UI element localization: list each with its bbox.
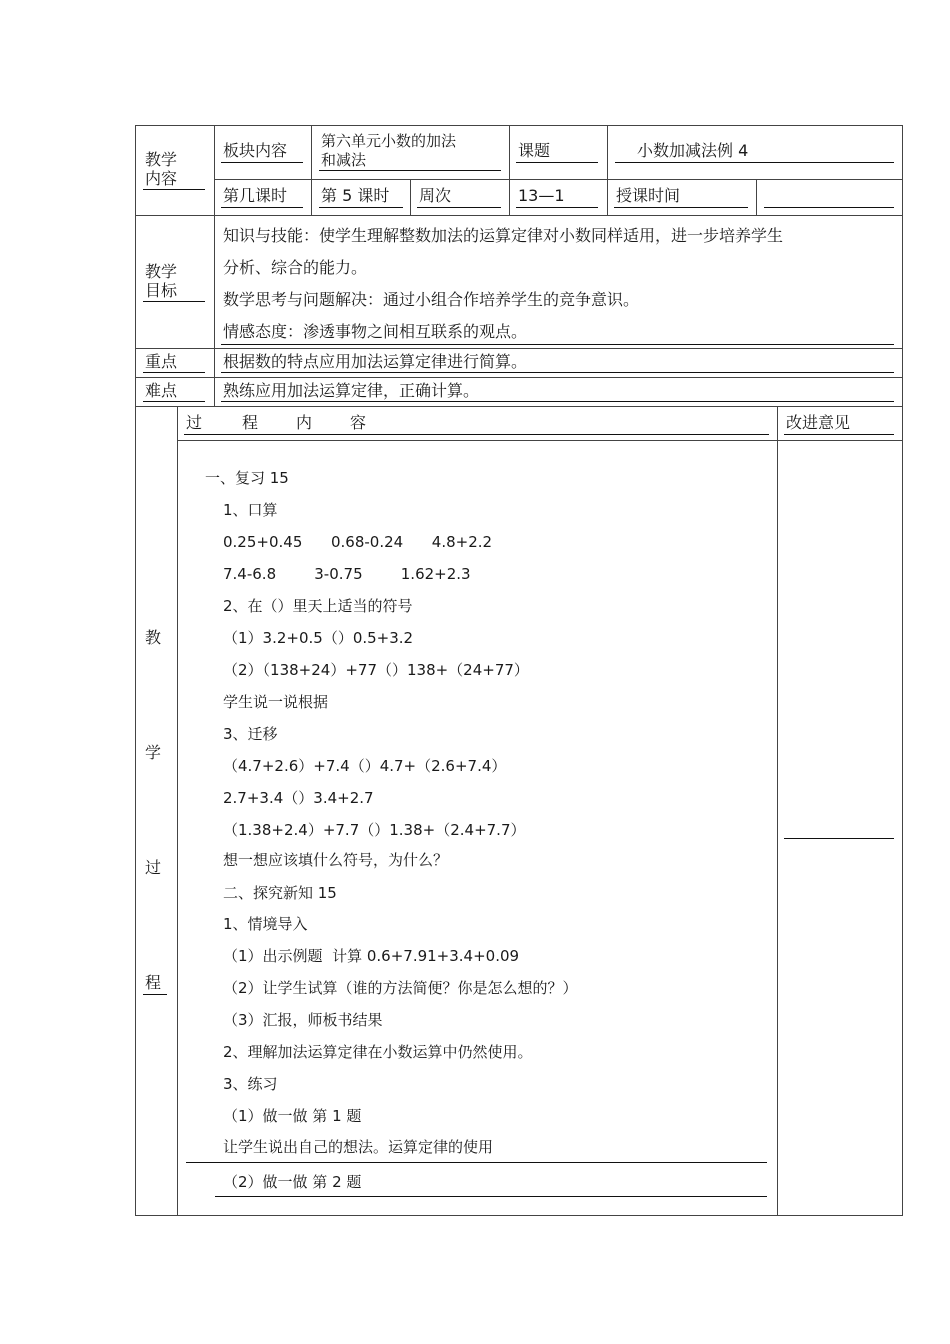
process-line: 0.25+0.45 0.68-0.24 4.8+2.2 [223, 533, 493, 551]
process-line: （1）出示例题 计算 0.6+7.91+3.4+0.09 [223, 947, 520, 965]
table-left-border [135, 125, 136, 1215]
underline [784, 838, 894, 839]
process-line: （2）让学生试算（谁的方法简便？你是怎么想的？） [223, 979, 578, 997]
objectives-label-l2: 目标 [145, 281, 178, 300]
underline [221, 401, 894, 402]
process-line: （2）做一做 第 2 题 [223, 1173, 362, 1191]
process-line: 2、在（）里天上适当的符号 [223, 597, 413, 615]
process-line: （1.38+2.4）+7.7（）1.38+（2.4+7.7） [223, 821, 526, 839]
row-sep-3 [135, 348, 903, 349]
difficulty-value: 熟练应用加法运算定律，正确计算。 [223, 381, 480, 400]
process-line: 学生说一说根据 [223, 693, 329, 711]
row-sep-6 [177, 440, 903, 441]
objective-line-2: 分析、综合的能力。 [223, 258, 368, 277]
row-sep-2 [135, 215, 903, 216]
teaching-time-label: 授课时间 [616, 186, 681, 205]
process-line: 1、情境导入 [223, 915, 308, 933]
teaching-content-label-l1: 教学 [145, 150, 178, 169]
table-top-border [135, 125, 903, 126]
process-line: 3、练习 [223, 1075, 278, 1093]
underline [319, 170, 501, 171]
objective-line-3: 数学思考与问题解决：通过小组合作培养学生的竞争意识。 [223, 290, 640, 309]
underline [184, 434, 769, 435]
teaching-content-label-l2: 内容 [145, 169, 178, 188]
col-sep-a [214, 125, 215, 406]
underline [143, 301, 205, 302]
block-label: 板块内容 [223, 141, 288, 160]
process-side-char-1: 教 [145, 628, 162, 647]
process-side-char-3: 过 [145, 858, 162, 877]
process-line: 想一想应该填什么符号，为什么？ [223, 851, 449, 869]
key-point-value: 根据数的特点应用加法运算定律进行简算。 [223, 352, 528, 371]
underline [143, 372, 205, 373]
col-sep-b [311, 125, 312, 215]
underline [784, 434, 894, 435]
underline [221, 162, 303, 163]
table-right-border [902, 125, 903, 1215]
underline [516, 162, 598, 163]
col-sep-f [756, 179, 757, 215]
process-line: 2、理解加法运算定律在小数运算中仍然使用。 [223, 1043, 533, 1061]
block-value-l2: 和减法 [321, 151, 367, 169]
underline [615, 162, 894, 163]
underline [215, 1196, 767, 1197]
col-sep-process-right [777, 406, 778, 1215]
underline [143, 401, 205, 402]
underline [221, 207, 303, 208]
underline [417, 207, 501, 208]
underline [764, 207, 894, 208]
row-sep-5 [135, 406, 903, 407]
objective-line-4: 情感态度：渗透事物之间相互联系的观点。 [223, 322, 528, 341]
topic-value: 小数加减法例 4 [637, 141, 749, 160]
week-value: 13—1 [518, 186, 565, 205]
underline [143, 994, 167, 995]
col-sep-c [410, 179, 411, 215]
process-line: （1）做一做 第 1 题 [223, 1107, 362, 1125]
underline [186, 1162, 767, 1163]
process-header-char-3: 内 [296, 413, 313, 432]
process-header-char-4: 容 [350, 413, 367, 432]
process-header-char-1: 过 [186, 413, 203, 432]
underline [614, 207, 748, 208]
process-header-char-2: 程 [242, 413, 259, 432]
process-line: 2.7+3.4（）3.4+2.7 [223, 789, 374, 807]
process-line: 7.4-6.8 3-0.75 1.62+2.3 [223, 565, 471, 583]
process-line: （3）汇报，师板书结果 [223, 1011, 383, 1029]
col-sep-e [607, 125, 608, 215]
key-point-label: 重点 [145, 352, 178, 371]
underline [221, 344, 894, 345]
process-side-char-4: 程 [145, 973, 162, 992]
process-side-char-2: 学 [145, 743, 162, 762]
process-line: 一、复习 15 [205, 469, 289, 487]
process-line: （4.7+2.6）+7.4（）4.7+（2.6+7.4） [223, 757, 507, 775]
underline [143, 189, 205, 190]
improvement-label: 改进意见 [786, 413, 851, 432]
topic-label: 课题 [518, 141, 551, 160]
process-line: （1）3.2+0.5（）0.5+3.2 [223, 629, 414, 647]
row-sep-4 [135, 377, 903, 378]
objectives-label-l1: 教学 [145, 262, 178, 281]
difficulty-label: 难点 [145, 381, 178, 400]
week-label: 周次 [419, 186, 452, 205]
row-sep-1 [214, 179, 903, 180]
block-value-l1: 第六单元小数的加法 [321, 132, 457, 150]
lesson-number-value: 第 5 课时 [321, 186, 390, 205]
col-sep-d [509, 125, 510, 215]
lesson-number-label: 第几课时 [223, 186, 288, 205]
objective-line-1: 知识与技能：使学生理解整数加法的运算定律对小数同样适用，进一步培养学生 [223, 226, 784, 245]
process-line: （2）（138+24）+77（）138+（24+77） [223, 661, 529, 679]
underline [516, 207, 598, 208]
underline [319, 207, 403, 208]
process-line: 3、迁移 [223, 725, 278, 743]
underline [221, 372, 894, 373]
process-line: 让学生说出自己的想法。运算定律的使用 [223, 1138, 494, 1156]
process-line: 二、探究新知 15 [223, 884, 337, 902]
col-sep-process-left [177, 406, 178, 1215]
table-bottom-border [135, 1215, 903, 1216]
process-line: 1、口算 [223, 501, 278, 519]
